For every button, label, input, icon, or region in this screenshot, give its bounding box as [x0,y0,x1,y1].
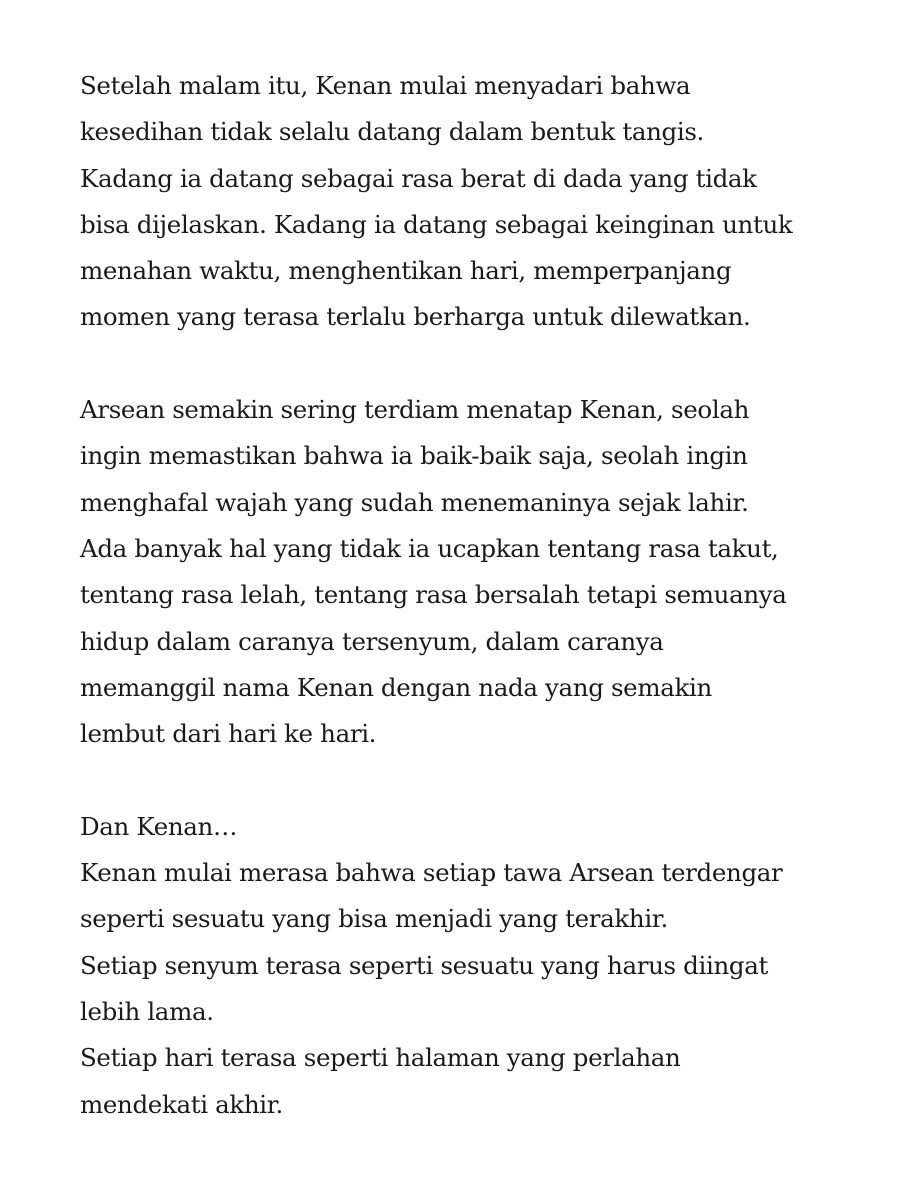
text-line: Setelah malam itu, Kenan mulai menyadari bahwa [80,71,691,100]
text-line: Setiap senyum terasa seperti sesuatu yang harus diingat [80,950,768,980]
story-page [80,63,840,1174]
text-line: Kenan mulai merasa bahwa setiap tawa Arsean terdengar [80,858,783,888]
text-line: menghafal wajah yang sudah menemaninya sejak lahir. [80,487,749,517]
text-line: seperti sesuatu yang bisa menjadi yang terakhir. [80,904,668,934]
text-line: kesedihan tidak selalu datang dalam bentuk tangis. [80,117,704,147]
text-line: memanggil nama Kenan dengan nada yang semakin [80,672,712,702]
paragraph-1 [80,63,840,341]
text-line: hidup dalam caranya tersenyum, dalam caranya [80,626,664,656]
text-line: menahan waktu, menghentikan hari, memperpanjang [80,256,732,286]
text-line: momen yang terasa terlalu berharga untuk dilewatkan. [80,302,751,332]
text-line: Setiap hari terasa seperti halaman yang perlahan [80,1043,681,1073]
text-line: bisa dijelaskan. Kadang ia datang sebagai keinginan untuk [80,209,793,239]
text-line: Ada banyak hal yang tidak ia ucapkan tentang rasa takut, [80,533,779,563]
text-line: mendekati akhir. [80,1089,283,1119]
text-line: lembut dari hari ke hari. [80,719,377,749]
text-line: lebih lama. [80,996,214,1026]
text-line: Arsean semakin sering terdiam menatap Kenan, seolah [80,395,749,425]
text-line: Dan Kenan… [80,811,238,841]
text-line: Kadang ia datang sebagai rasa berat di dada yang tidak [80,163,757,193]
paragraph-2 [80,387,840,757]
paragraph-3 [80,804,840,1128]
text-line: ingin memastikan bahwa ia baik-baik saja, seolah ingin [80,441,748,471]
text-line: tentang rasa lelah, tentang rasa bersalah tetapi semuanya [80,580,787,610]
